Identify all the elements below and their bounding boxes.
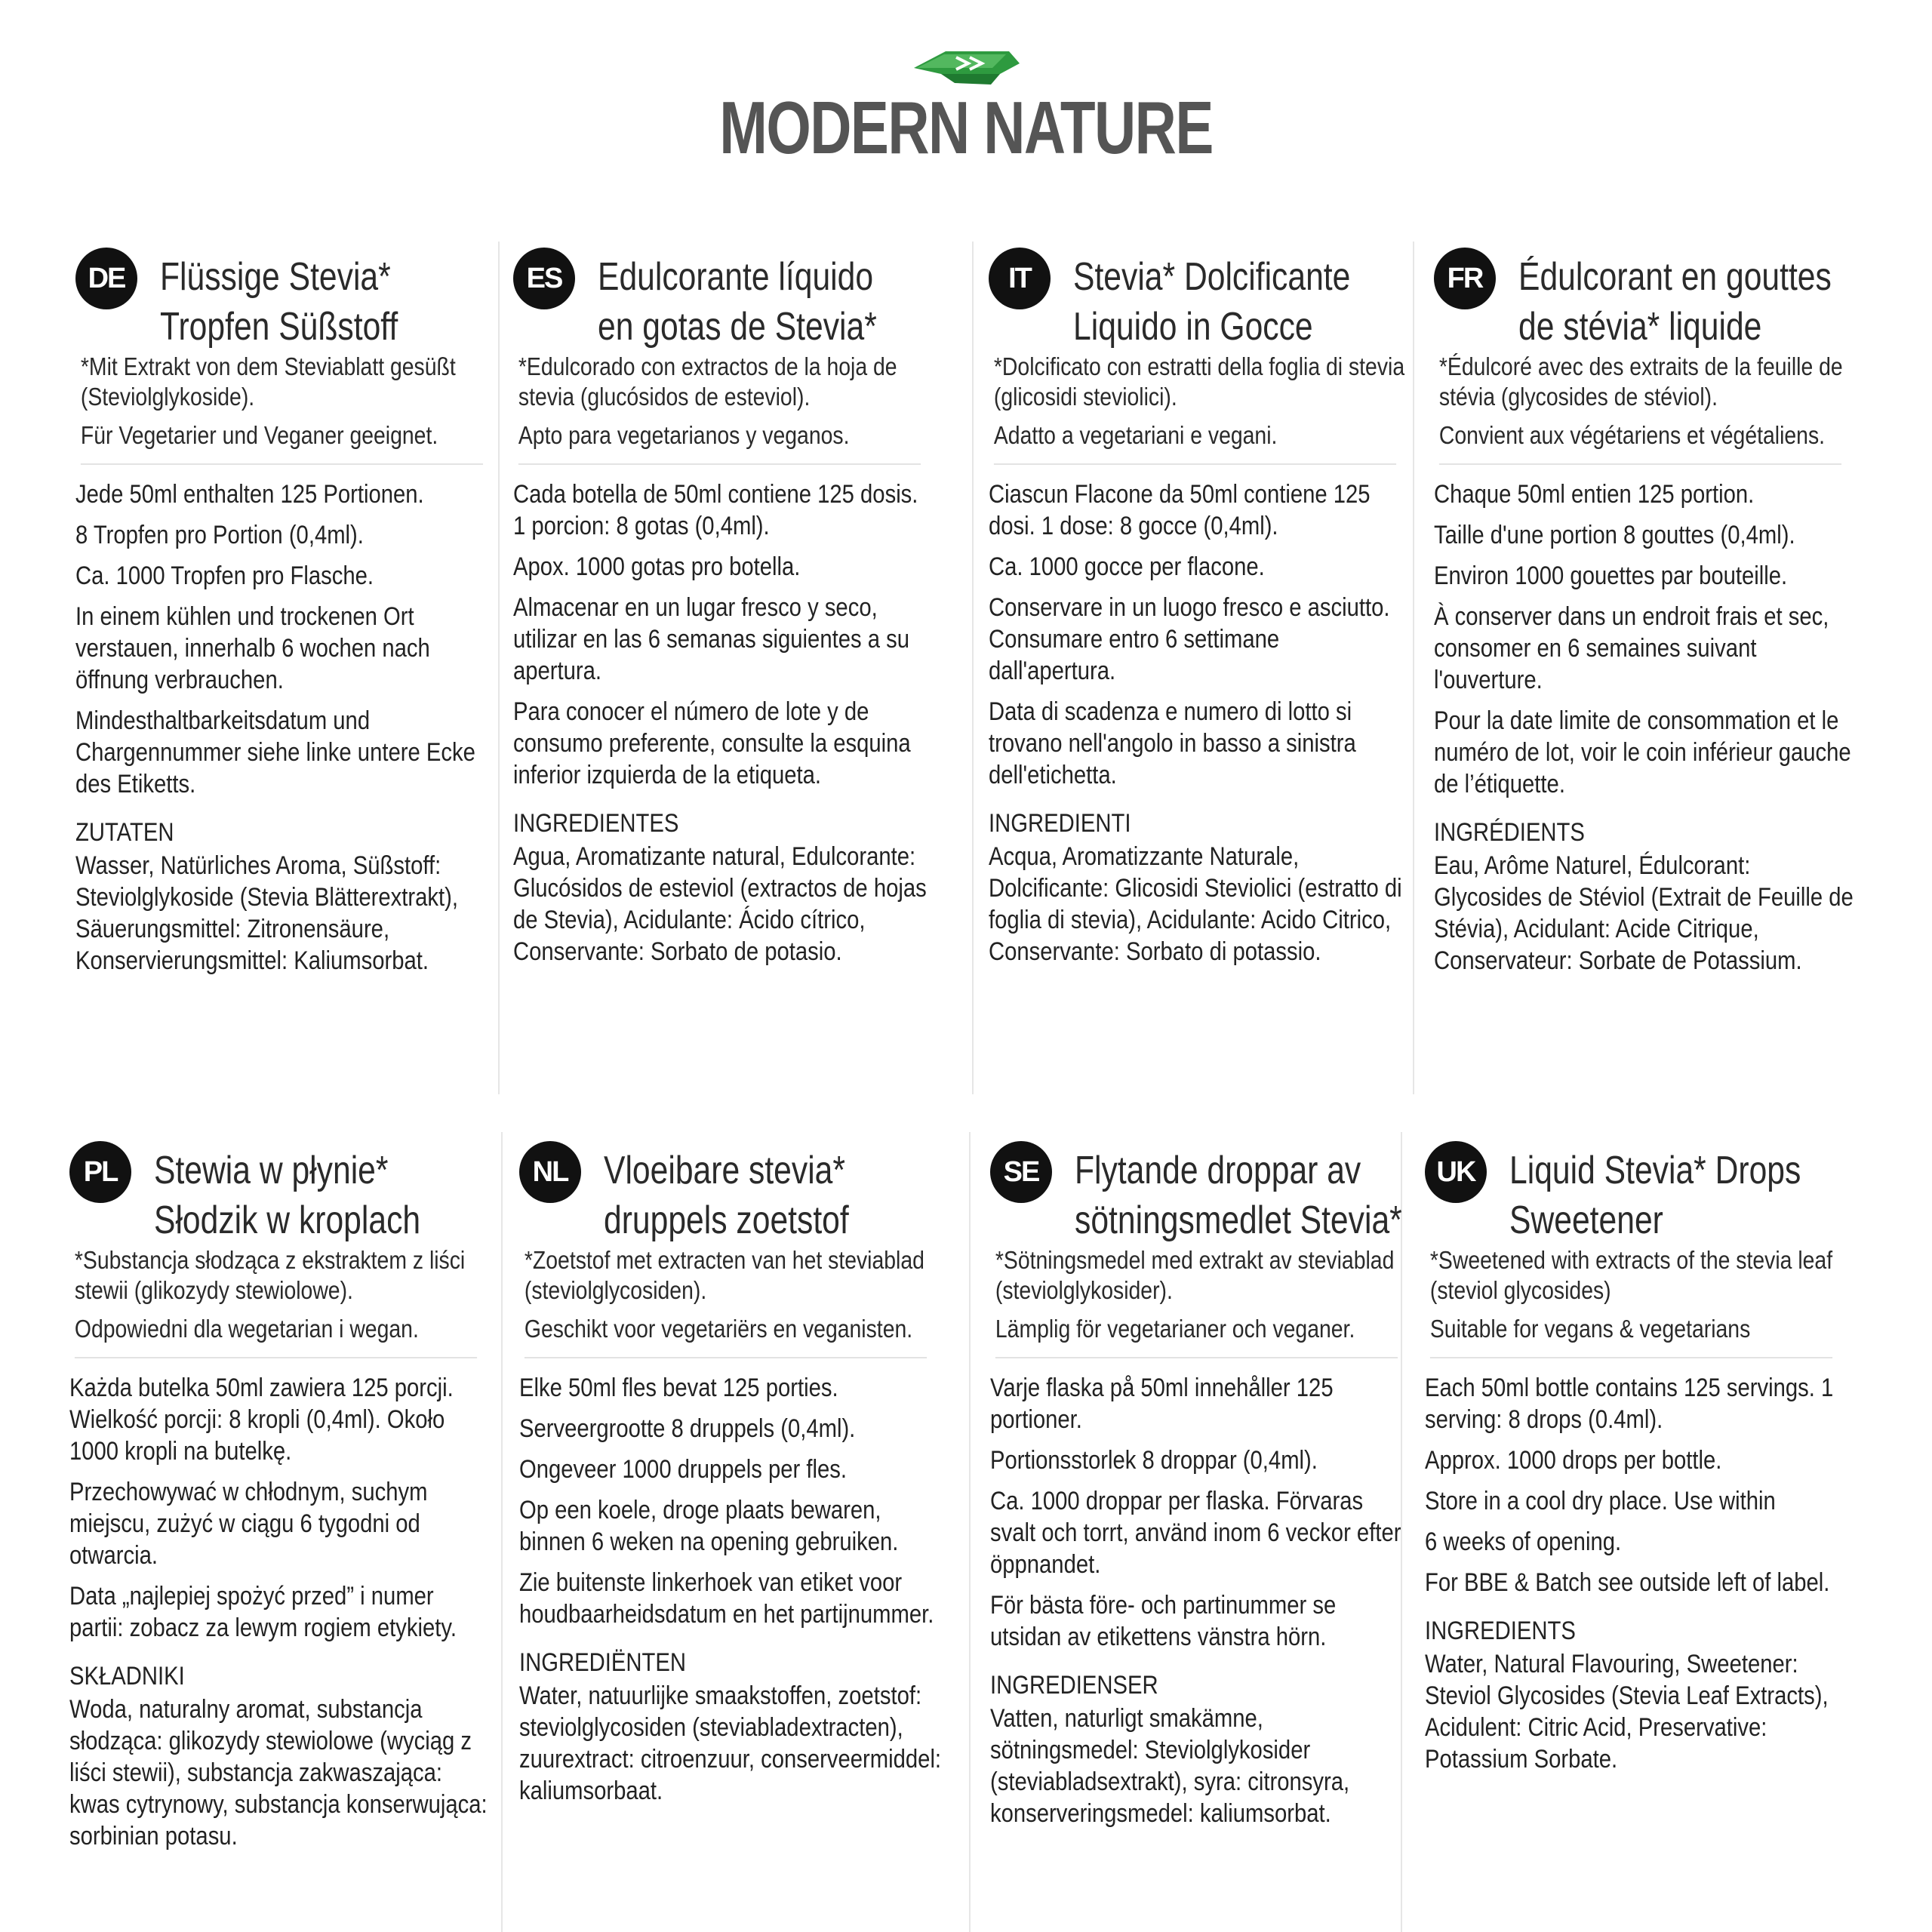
section-title — [1509, 1146, 1801, 1245]
info-paragraph: Ciascun Flacone da 50ml contiene 125 dosi. 1 dose: 8 gocce (0,4ml). — [989, 480, 1371, 540]
column-divider — [969, 1132, 971, 1932]
ingredients-heading: INGREDIENTES — [513, 809, 679, 838]
ingredients-text: Wasser, Natürliches Aroma, Süßstoff: Steviolglykoside (Stevia Blätterextrakt), Säuerungsmittel: Zitronensäure, Konservierungsmittel: Kaliumsorbat. — [75, 851, 459, 975]
title-line: Edulcorante líquido — [598, 255, 874, 299]
title-line: Sweetener — [1509, 1198, 1663, 1242]
ingredients-text: Water, natuurlijke smaakstoffen, zoetstof: steviolglycosiden (steviabladextracten), zuurextract: citroenzuur, conserveermiddel: kaliumsorbaat. — [519, 1681, 942, 1805]
divider — [995, 1357, 1398, 1358]
section-title — [598, 252, 877, 352]
section-title — [160, 252, 398, 352]
title-line: Flytande droppar av — [1075, 1149, 1361, 1192]
divider — [1439, 463, 1841, 465]
sweetener-note: *Edulcorado con extractos de la hoja de stevia (glucósidos de esteviol). — [518, 352, 897, 411]
title-line: de stévia* liquide — [1518, 305, 1762, 349]
title-line: Tropfen Süßstoff — [160, 305, 398, 349]
section-title — [154, 1146, 420, 1245]
info-paragraph: Portionsstorlek 8 droppar (0,4ml). — [990, 1446, 1318, 1475]
brand-name: MODERN NATURE — [719, 86, 1213, 169]
info-paragraph: Pour la date limite de consommation et le numéro de lot, voir le coin inférieur gauche de l’étiquette. — [1434, 706, 1851, 798]
sweetener-note: *Mit Extrakt von dem Steviablatt gesüßt (Steviolglykoside). — [80, 352, 456, 411]
info-paragraph: For BBE & Batch see outside left of label. — [1425, 1568, 1830, 1597]
language-badge: NL — [519, 1141, 581, 1203]
ingredients-text: Water, Natural Flavouring, Sweetener: Steviol Glycosides (Stevia Leaf Extracts), Acidulent: Citric Acid, Preservative: Potassium Sorbate. — [1425, 1650, 1829, 1774]
title-line: Stewia w płynie* — [154, 1149, 389, 1192]
ingredients-text: Eau, Arôme Naturel, Édulcorant: Glycosides de Stéviol (Extrait de Feuille de Stévia), Acidulant: Acide Citrique, Conservateur: Sorbate de Potassium. — [1434, 851, 1854, 975]
info-paragraph: Store in a cool dry place. Use within — [1425, 1487, 1776, 1515]
info-paragraph: Zie buitenste linkerhoek van etiket voor houdbaarheidsdatum en het partijnummer. — [519, 1568, 934, 1629]
ingredients-heading: SKŁADNIKI — [69, 1662, 185, 1690]
title-line: sötningsmedlet Stevia* — [1075, 1198, 1402, 1242]
ingredients-text: Woda, naturalny aromat, substancja słodząca: glikozydy stewiolowe (wyciąg z liści stewii), substancja zakwaszająca: kwas cytrynowy, substancja konserwująca: sorbinian potasu. — [69, 1695, 488, 1850]
suitability-text: Lämplig för vegetarianer och veganer. — [995, 1315, 1355, 1343]
info-paragraph: 8 Tropfen pro Portion (0,4ml). — [75, 521, 364, 549]
section-body — [69, 1245, 492, 1852]
title-line: Édulcorant en gouttes — [1518, 255, 1832, 299]
suitability-text: Convient aux végétariens et végétaliens. — [1438, 421, 1826, 449]
info-paragraph: Apox. 1000 gotas pro botella. — [513, 552, 801, 581]
suitability-text: Apto para vegetarianos y veganos. — [518, 421, 850, 449]
info-paragraph: Taille d'une portion 8 gouttes (0,4ml). — [1434, 521, 1795, 549]
section-title — [1518, 252, 1832, 352]
column-divider — [498, 242, 500, 1094]
column-divider — [1413, 242, 1414, 1094]
ingredients-heading: INGREDIËNTEN — [519, 1648, 686, 1677]
sweetener-note: *Dolcificato con estratti della foglia di stevia (glicosidi steviolici). — [993, 352, 1405, 411]
section-body — [1425, 1245, 1847, 1775]
divider — [1430, 1357, 1832, 1358]
info-paragraph: Elke 50ml fles bevat 125 porties. — [519, 1374, 838, 1402]
info-paragraph: Przechowywać w chłodnym, suchym miejscu, zużyć w ciągu 6 tygodni od otwarcia. — [69, 1478, 428, 1570]
language-badge: DE — [75, 248, 137, 309]
section-body — [989, 352, 1411, 968]
sweetener-note: *Substancja słodząca z ekstraktem z liści stewii (glikozydy stewiolowe). — [74, 1246, 466, 1304]
suitability-text: Für Vegetarier und Veganer geeignet. — [80, 421, 438, 449]
info-paragraph: 6 weeks of opening. — [1425, 1527, 1622, 1556]
section-body — [990, 1245, 1413, 1829]
suitability-text: Suitable for vegans & vegetarians — [1429, 1315, 1751, 1343]
divider — [518, 463, 921, 465]
section-body — [519, 1245, 942, 1807]
divider — [994, 463, 1396, 465]
divider — [75, 1357, 477, 1358]
info-paragraph: Każda butelka 50ml zawiera 125 porcji. Wielkość porcji: 8 kropli (0,4ml). Około 1000 kropli na butelkę. — [69, 1374, 454, 1466]
info-paragraph: Ca. 1000 droppar per flaska. Förvaras svalt och torrt, använd inom 6 veckor efter öppnandet. — [990, 1487, 1401, 1579]
info-paragraph: Ca. 1000 Tropfen pro Flasche. — [75, 561, 374, 590]
info-paragraph: Op een koele, droge plaats bewaren, binnen 6 weken na opening gebruiken. — [519, 1496, 899, 1556]
info-paragraph: Cada botella de 50ml contiene 125 dosis. 1 porcion: 8 gotas (0,4ml). — [513, 480, 918, 540]
info-paragraph: För bästa före- och partinummer se utsidan av etikettens vänstra hörn. — [990, 1591, 1337, 1651]
language-badge: PL — [69, 1141, 131, 1203]
title-line: Stevia* Dolcificante — [1073, 255, 1351, 299]
info-paragraph: Varje flaska på 50ml innehåller 125 portioner. — [990, 1374, 1334, 1434]
title-line: druppels zoetstof — [604, 1198, 849, 1242]
title-line: Liquid Stevia* Drops — [1509, 1149, 1801, 1192]
divider — [81, 463, 483, 465]
ingredients-text: Acqua, Aromatizzante Naturale, Dolcificante: Glicosidi Steviolici (estratto di foglia di stevia), Acidulante: Acido Citrico, Conservante: Sorbato di potassio. — [989, 842, 1402, 966]
language-badge: ES — [513, 248, 575, 309]
column-divider — [501, 1132, 503, 1932]
section-title — [604, 1146, 849, 1245]
suitability-text: Odpowiedni dla wegetarian i wegan. — [74, 1315, 419, 1343]
sweetener-note: *Zoetstof met extracten van het steviablad (steviolglycosiden). — [524, 1246, 924, 1304]
info-paragraph: Each 50ml bottle contains 125 servings. 1 serving: 8 drops (0.4ml). — [1425, 1374, 1834, 1434]
ingredients-heading: INGRÉDIENTS — [1434, 818, 1585, 847]
title-line: Flüssige Stevia* — [160, 255, 391, 299]
divider — [525, 1357, 927, 1358]
brand-header — [0, 45, 1932, 169]
info-paragraph: Mindesthaltbarkeitsdatum und Chargennummer siehe linke untere Ecke des Etiketts. — [75, 706, 475, 798]
ingredients-heading: INGREDIENTI — [989, 809, 1131, 838]
info-paragraph: Ca. 1000 gocce per flacone. — [989, 552, 1265, 581]
section-body — [513, 352, 936, 968]
info-paragraph: Conservare in un luogo fresco e asciutto. Consumare entro 6 settimane dall'apertura. — [989, 593, 1390, 685]
title-line: Liquido in Gocce — [1073, 305, 1313, 349]
sweetener-note: *Édulcoré avec des extraits de la feuille de stévia (glycosides de stéviol). — [1438, 352, 1843, 411]
suitability-text: Adatto a vegetariani e vegani. — [993, 421, 1278, 449]
language-badge: FR — [1434, 248, 1496, 309]
section-title — [1073, 252, 1350, 352]
info-paragraph: Para conocer el número de lote y de consumo preferente, consulte la esquina inferior izquierda de la etiqueta. — [513, 697, 911, 789]
leaf-logo-icon — [909, 45, 1023, 91]
info-paragraph: Approx. 1000 drops per bottle. — [1425, 1446, 1722, 1475]
ingredients-heading: INGREDIENTS — [1425, 1617, 1576, 1645]
section-title — [1075, 1146, 1402, 1245]
info-paragraph: Data di scadenza e numero di lotto si trovano nell'angolo in basso a sinistra dell'etichetta. — [989, 697, 1356, 789]
ingredients-text: Vatten, naturligt smakämne, sötningsmedel: Steviolglykosider (steviabladsextrakt), syra: citronsyra, konserveringsmedel: kaliumsorbat. — [990, 1704, 1350, 1828]
language-badge: IT — [989, 248, 1051, 309]
language-badge: SE — [990, 1141, 1052, 1203]
info-paragraph: Ongeveer 1000 druppels per fles. — [519, 1455, 848, 1484]
title-line: en gotas de Stevia* — [598, 305, 877, 349]
info-paragraph: Serveergrootte 8 druppels (0,4ml). — [519, 1414, 856, 1443]
ingredients-heading: INGREDIENSER — [990, 1671, 1158, 1700]
info-paragraph: In einem kühlen und trockenen Ort verstauen, innerhalb 6 wochen nach öffnung verbrauchen. — [75, 602, 430, 694]
info-paragraph: Almacenar en un lugar fresco y seco, utilizar en las 6 semanas siguientes a su apertura. — [513, 593, 909, 685]
info-paragraph: À conserver dans un endroit frais et sec, consomer en 6 semaines suivant l'ouverture. — [1434, 602, 1829, 694]
section-body — [1434, 352, 1857, 977]
column-divider — [972, 242, 974, 1094]
sweetener-note: *Sötningsmedel med extrakt av steviablad (steviolglykosider). — [995, 1246, 1395, 1304]
ingredients-text: Agua, Aromatizante natural, Edulcorante: Glucósidos de esteviol (extractos de hojas de Stevia), Acidulante: Ácido cítrico, Conservante: Sorbato de potasio. — [513, 842, 927, 966]
info-paragraph: Jede 50ml enthalten 125 Portionen. — [75, 480, 424, 509]
info-paragraph: Chaque 50ml entien 125 portion. — [1434, 480, 1755, 509]
title-line: Słodzik w kroplach — [154, 1198, 421, 1242]
language-badge: UK — [1425, 1141, 1487, 1203]
sweetener-note: *Sweetened with extracts of the stevia leaf (steviol glycosides) — [1429, 1246, 1833, 1304]
section-body — [75, 352, 498, 977]
info-paragraph: Environ 1000 gouettes par bouteille. — [1434, 561, 1788, 590]
suitability-text: Geschikt voor vegetariërs en veganisten. — [524, 1315, 913, 1343]
ingredients-heading: ZUTATEN — [75, 818, 174, 847]
info-paragraph: Data „najlepiej spożyć przed” i numer partii: zobacz za lewym rogiem etykiety. — [69, 1582, 457, 1642]
title-line: Vloeibare stevia* — [604, 1149, 845, 1192]
